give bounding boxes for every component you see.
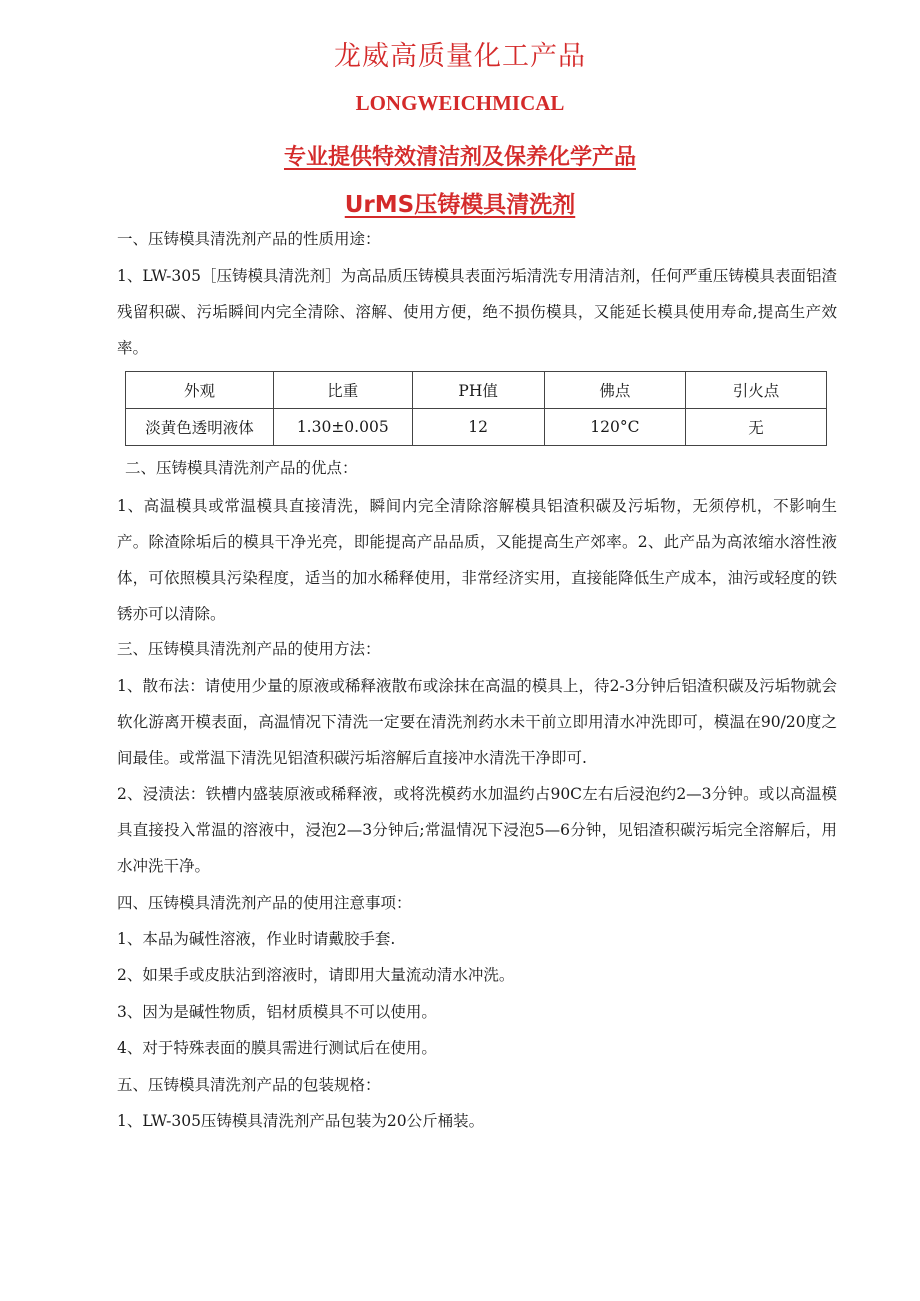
table-cell: 1.30±0.005 (273, 409, 412, 446)
table-row (126, 409, 827, 446)
section-3-paragraph-1: 1、散布法：请使用少量的原液或稀释液散布或涂抹在高温的模具上，待2-3分钟后铝渣积碳及污垢物就会软化游离开模表面，高温情况下清洗一定要在清洗剂药水未干前立即用清水冲洗即可，模温在90/20度之间最佳。或常温下清洗见铝渣积碳污垢溶解后直接冲水清洗干净即可. (117, 677, 837, 767)
table-header-row (126, 372, 827, 409)
table-header-cell: 比重 (273, 372, 412, 409)
section-1-paragraph: 1、LW-305［压铸模具清洗剂］为高品质压铸模具表面污垢清洗专用清洁剂，任何严重压铸模具表面铝渣残留积碳、污垢瞬间内完全清除、溶解、使用方便，绝不损伤模具，又能延长模具使用寿命,提高生产效率。 (117, 267, 837, 357)
title-english: LONGWEICHMICAL (355, 91, 565, 115)
section-2-heading: 二、压铸模具清洗剂产品的优点： (125, 459, 358, 477)
table-cell: 无 (685, 409, 826, 446)
title-chinese: 龙威高质量化工产品 (334, 41, 586, 72)
table-header-cell: 外观 (126, 372, 274, 409)
table-header-cell: PH值 (412, 372, 544, 409)
table-header-cell: 引火点 (685, 372, 826, 409)
section-5-heading: 五、压铸模具清洗剂产品的包装规格： (117, 1076, 381, 1094)
table-cell: 120°C (544, 409, 685, 446)
section-1-heading: 一、压铸模具清洗剂产品的性质用途： (117, 230, 381, 248)
product-title: UrMS压铸模具清洗剂 (344, 192, 576, 218)
subtitle: 专业提供特效清洁剂及保养化学产品 (283, 145, 636, 170)
table-header-cell: 佛点 (544, 372, 685, 409)
section-4-item-2: 2、如果手或皮肤沾到溶液时，请即用大量流动清水冲洗。 (117, 966, 515, 984)
section-3-paragraph-2: 2、浸渍法：铁槽内盛装原液或稀释液，或将洗模药水加温约占90C左右后浸泡约2—3分钟。或以高温模具直接投入常温的溶液中，浸泡2—3分钟后;常温情况下浸泡5—6分钟，见铝渣积碳污垢完全溶解后，用水冲洗干净。 (117, 785, 837, 875)
section-3-heading: 三、压铸模具清洗剂产品的使用方法： (117, 640, 381, 658)
section-4-item-4: 4、对于特殊表面的膜具需进行测试后在使用。 (117, 1039, 437, 1057)
section-5-item-1: 1、LW-305压铸模具清洗剂产品包装为20公斤桶装。 (117, 1112, 485, 1130)
section-2-paragraph: 1、高温模具或常温模具直接清洗，瞬间内完全清除溶解模具铝渣积碳及污垢物，无须停机，不影响生产。除渣除垢后的模具干净光亮，即能提高产品品质，又能提高生产郊率。2、此产品为高浓缩水溶性液体，可依照模具污染程度，适当的加水稀释使用，非常经济实用，直接能降低生产成本，油污或轻度的铁锈亦可以清除。 (117, 497, 837, 623)
properties-table (125, 371, 827, 446)
section-4-item-1: 1、本品为碱性溶液，作业时请戴胶手套. (117, 930, 396, 948)
table-cell: 淡黄色透明液体 (126, 409, 274, 446)
section-4-heading: 四、压铸模具清洗剂产品的使用注意事项： (117, 894, 412, 912)
table-cell: 12 (412, 409, 544, 446)
section-4-item-3: 3、因为是碱性物质，铝材质模具不可以使用。 (117, 1003, 437, 1021)
